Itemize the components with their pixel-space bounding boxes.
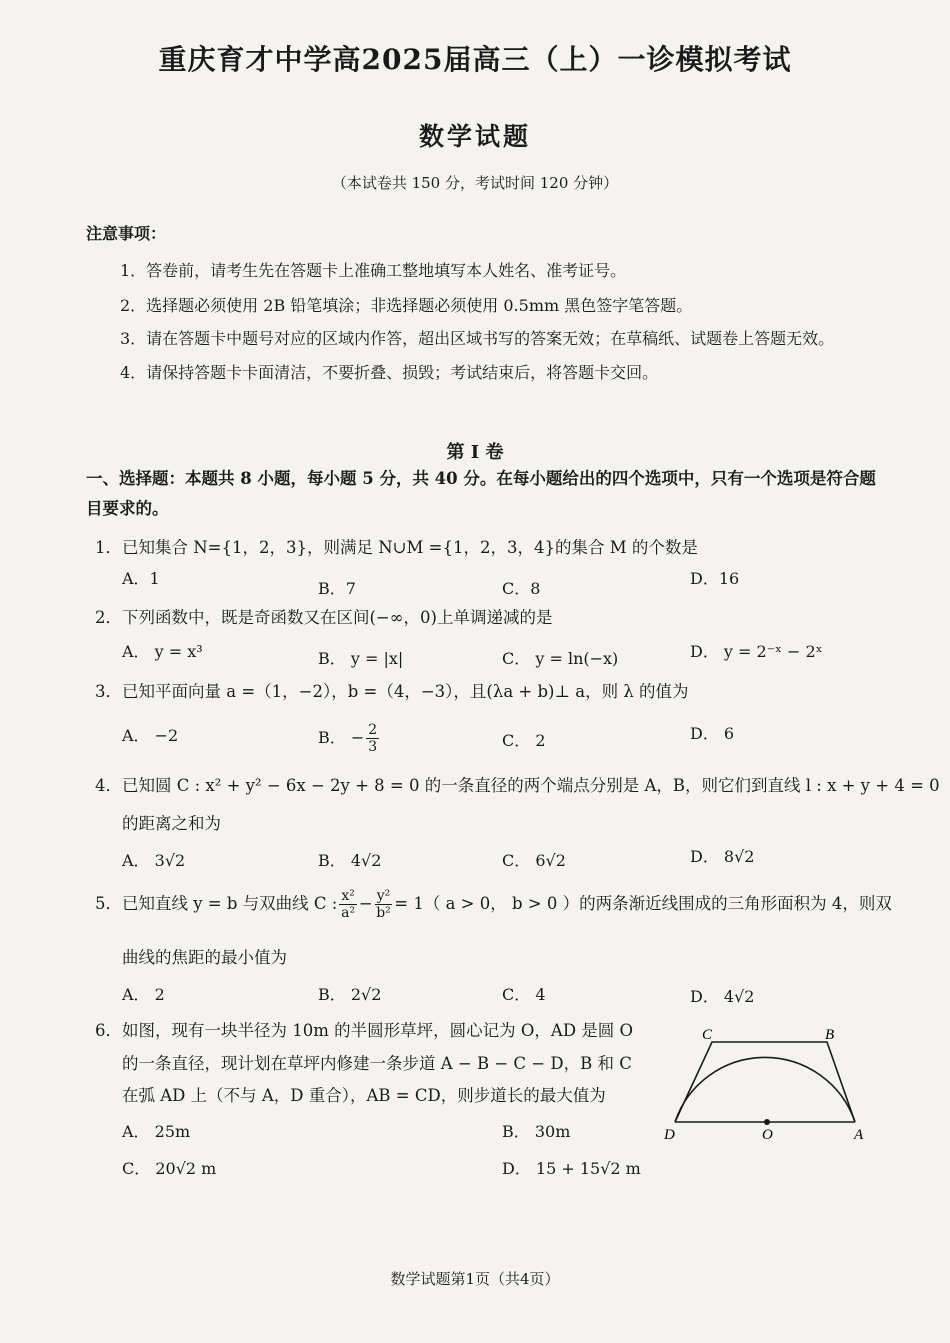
q3-option-b-label: B． − — [318, 728, 365, 747]
q4-option-d: D． 8√2 — [690, 847, 755, 866]
question-2-stem: 2．下列函数中，既是奇函数又在区间(−∞，0)上单调递减的是 — [95, 608, 553, 627]
question-3-stem: 3．已知平面向量 a =（1，−2），b =（4，−3），且(λa + b)⊥ a，则 λ 的值为 — [95, 682, 689, 701]
q2-option-c: C． y = ln(−x) — [502, 649, 619, 668]
q6-option-a: A． 25m — [122, 1122, 191, 1141]
semicircle-figure — [660, 1015, 880, 1145]
q5-option-b: B． 2√2 — [318, 985, 382, 1004]
q2-option-a: A． y = x³ — [122, 642, 203, 661]
label-o: O — [762, 1127, 773, 1143]
question-6-line2: 的一条直径，现计划在草坪内修建一条步道 A − B − C − D，B 和 C — [122, 1054, 632, 1073]
semicircle-arc — [675, 1057, 855, 1122]
question-4-stem: 4．已知圆 C : x² + y² − 6x − 2y + 8 = 0 的一条直径的两个端点分别是 A，B，则它们到直线 l : x + y + 4 = 0 — [95, 776, 940, 795]
exam-title: 重庆育才中学高2025届高三（上）一诊模拟考试 — [158, 43, 792, 76]
q5-fraction-x — [339, 888, 357, 921]
page-footer: 数学试题第1页（共4页） — [390, 1270, 560, 1288]
q5-stem-part2: = 1（ a > 0， b > 0 ）的两条渐近线围成的三角形面积为 4，则双 — [394, 894, 892, 913]
fraction-denominator: b² — [376, 905, 391, 921]
q1-option-d: D．16 — [690, 569, 740, 588]
fraction-denominator: 3 — [368, 739, 378, 755]
question-5-stem-line2: 曲线的焦距的最小值为 — [122, 948, 287, 967]
question-5-stem: 5．已知直线 y = b 与双曲线 C : $\frac{\text{x²}}{\text{a²}}$ − $\frac{\text{y²}}{\text{b²}}$ = 1（ a > 0， b > 0 ）的两条渐近线围成的三角形面积为 4，则双 — [95, 888, 892, 921]
section-heading: 一、选择题：本题共 8 小题，每小题 5 分，共 40 分。在每小题给出的四个选项中，只有一个选项是符合题目要求的。 — [86, 469, 876, 518]
q1-option-c: C．8 — [502, 579, 541, 598]
q6-option-b: B． 30m — [502, 1122, 571, 1141]
label-d: D — [664, 1127, 675, 1143]
notice-item: 1．答卷前，请考生先在答题卡上准确工整地填写本人姓名、准考证号。 — [120, 261, 627, 280]
q5-fraction-y — [375, 888, 393, 921]
q3-option-d: D． 6 — [690, 724, 735, 743]
q5-option-d: D． 4√2 — [690, 987, 755, 1006]
fraction-denominator: a² — [341, 905, 356, 921]
q4-option-b: B． 4√2 — [318, 851, 382, 870]
part-heading: 第 I 卷 — [446, 442, 504, 463]
question-6-line1: 6．如图，现有一块半径为 10m 的半圆形草坪，圆心记为 O，AD 是圆 O — [95, 1021, 634, 1040]
fraction-numerator: y² — [376, 888, 391, 904]
q1-option-b: B．7 — [318, 579, 356, 598]
fraction-numerator: x² — [341, 888, 355, 904]
q3-option-b-fraction — [366, 722, 379, 755]
q2-option-b: B． y = |x| — [318, 649, 404, 668]
exam-info: （本试卷共 150 分，考试时间 120 分钟） — [331, 174, 619, 192]
notice-item: 2．选择题必须使用 2B 铅笔填涂；非选择题必须使用 0.5mm 黑色签字笔答题。 — [120, 296, 693, 315]
q5-option-c: C． 4 — [502, 985, 546, 1004]
exam-subtitle: 数学试题 — [418, 122, 531, 151]
notice-heading: 注意事项： — [86, 224, 167, 243]
q3-option-a: A． −2 — [122, 726, 179, 745]
fraction-numerator: 2 — [368, 722, 378, 738]
q3-option-c: C． 2 — [502, 731, 546, 750]
q5-option-a: A． 2 — [122, 985, 165, 1004]
question-4-stem-line2: 的距离之和为 — [122, 814, 221, 833]
q1-option-a: A．1 — [122, 569, 160, 588]
label-c: C — [702, 1027, 713, 1043]
label-b: B — [825, 1027, 835, 1043]
q3-option-b — [318, 722, 381, 755]
q6-option-c: C． 20√2 m — [122, 1159, 217, 1178]
q6-option-d: D． 15 + 15√2 m — [502, 1159, 641, 1178]
label-a: A — [854, 1127, 864, 1143]
center-point — [764, 1119, 770, 1125]
q2-option-d: D． y = 2⁻ˣ − 2ˣ — [690, 642, 823, 661]
notice-item: 3．请在答题卡中题号对应的区域内作答，超出区域书写的答案无效；在草稿纸、试题卷上答题无效。 — [120, 329, 835, 348]
question-6-line3: 在弧 AD 上（不与 A，D 重合），AB = CD，则步道长的最大值为 — [122, 1086, 606, 1105]
notice-item: 4．请保持答题卡卡面清洁，不要折叠、损毁；考试结束后，将答题卡交回。 — [120, 363, 659, 382]
q4-option-a: A． 3√2 — [122, 851, 186, 870]
q5-stem-part1: 5．已知直线 y = b 与双曲线 C : — [95, 894, 338, 913]
q4-option-c: C． 6√2 — [502, 851, 566, 870]
question-1-stem: 1．已知集合 N={1，2，3}，则满足 N∪M ={1，2，3，4}的集合 M 的个数是 — [95, 538, 698, 557]
